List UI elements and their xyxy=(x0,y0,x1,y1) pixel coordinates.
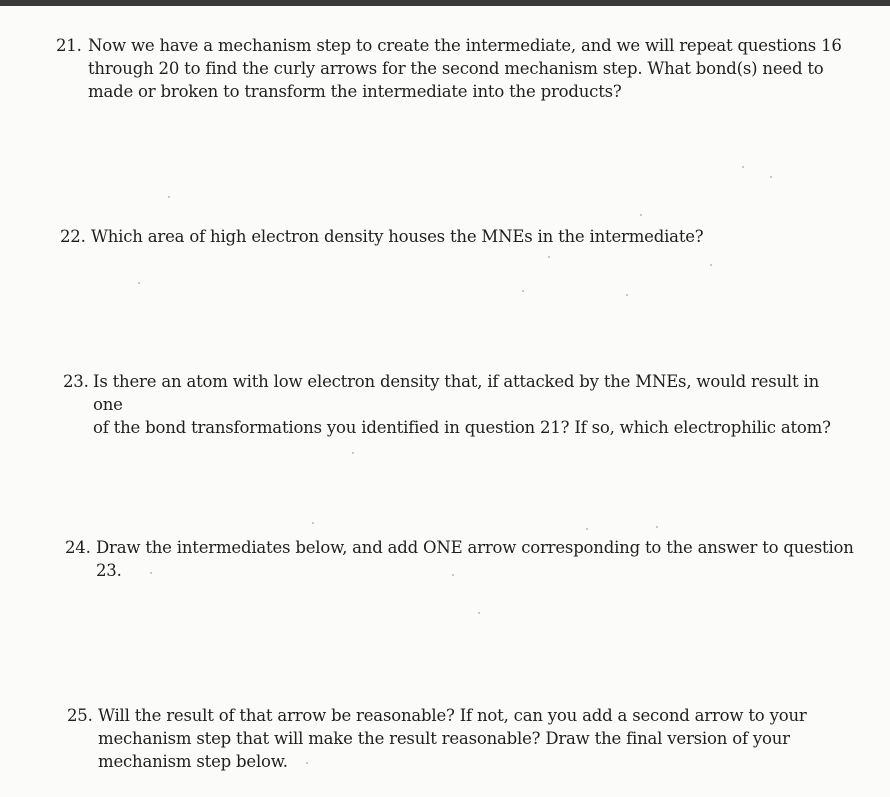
scan-speck xyxy=(168,196,170,198)
scan-speck xyxy=(548,256,550,258)
scan-speck xyxy=(312,522,314,524)
scan-speck xyxy=(586,528,588,530)
scan-speck xyxy=(352,452,354,454)
question-line: made or broken to transform the intermediate into the products? xyxy=(88,82,622,101)
question-line: mechanism step below. xyxy=(98,752,288,771)
scan-speck xyxy=(138,282,140,284)
question-24 xyxy=(65,536,855,582)
scan-speck xyxy=(478,612,480,614)
question-line: 23. xyxy=(96,561,122,580)
scan-speck xyxy=(522,290,524,292)
question-number: 23. xyxy=(63,372,89,391)
question-number: 25. xyxy=(67,706,93,725)
scan-speck xyxy=(656,526,658,528)
question-line: Is there an atom with low electron density that, if attacked by the MNEs, would result in one xyxy=(93,372,819,414)
scan-speck xyxy=(306,762,308,764)
question-line: mechanism step that will make the result reasonable? Draw the final version of your xyxy=(98,729,790,748)
question-21 xyxy=(56,34,846,103)
scan-speck xyxy=(452,574,454,576)
question-line: Which area of high electron density houses the MNEs in the intermediate? xyxy=(91,227,704,246)
scan-speck xyxy=(710,264,712,266)
top-border xyxy=(0,0,890,6)
scan-speck xyxy=(626,294,628,296)
scan-speck xyxy=(770,176,772,178)
question-line: Now we have a mechanism step to create the intermediate, and we will repeat questions 16 xyxy=(88,36,842,55)
question-23 xyxy=(63,370,853,439)
scan-speck xyxy=(742,166,744,168)
question-22 xyxy=(60,225,850,248)
question-line: of the bond transformations you identified in question 21? If so, which electrophilic atom? xyxy=(93,418,831,437)
question-number: 22. xyxy=(60,227,86,246)
scan-speck xyxy=(640,214,642,216)
question-25 xyxy=(67,704,857,773)
scan-speck xyxy=(150,572,152,574)
question-number: 24. xyxy=(65,538,91,557)
question-number: 21. xyxy=(56,36,82,55)
question-line: Draw the intermediates below, and add ONE arrow corresponding to the answer to question xyxy=(96,538,854,557)
question-line: Will the result of that arrow be reasonable? If not, can you add a second arrow to your xyxy=(98,706,807,725)
question-line: through 20 to find the curly arrows for the second mechanism step. What bond(s) need to xyxy=(88,59,824,78)
